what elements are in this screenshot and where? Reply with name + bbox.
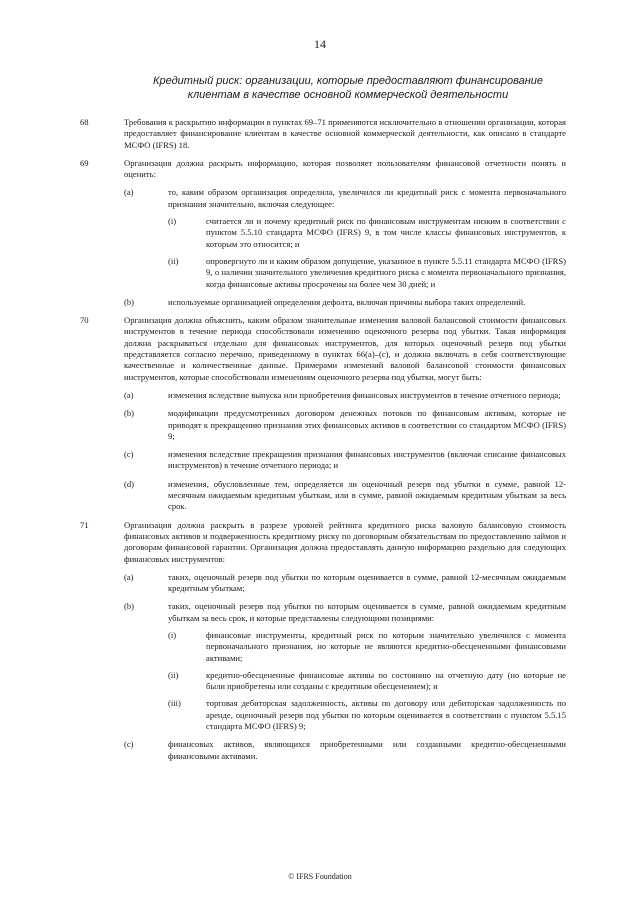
paragraph-text: Организация должна раскрыть информацию, которая позволяет пользователям финансовой отчетности понять и оценить: bbox=[124, 157, 566, 180]
list-item-label: (b) bbox=[124, 296, 135, 307]
sub-list-item-text: кредитно-обесцененные финансовые активы по состоянию на отчетную дату (но которые не были приобретены или созданы с кредитным обесценением); и bbox=[206, 669, 566, 692]
list-item-label: (a) bbox=[124, 389, 134, 400]
sub-list-item-label: (iii) bbox=[168, 698, 181, 709]
list-item-label: (a) bbox=[124, 571, 134, 582]
list-item bbox=[124, 739, 566, 762]
list-item bbox=[124, 479, 566, 513]
paragraph-number: 70 bbox=[80, 315, 89, 326]
paragraph-69 bbox=[80, 158, 566, 308]
paragraph-number: 69 bbox=[80, 157, 89, 168]
list-item-label: (c) bbox=[124, 449, 134, 460]
sub-list-item-label: (ii) bbox=[168, 255, 179, 266]
paragraph-number: 68 bbox=[80, 117, 89, 127]
list-item-text: модификации предусмотренных договором денежных потоков по финансовым активам, которые не приводят к прекращению признания этих финансовых активов в соответствии со стандартом МСФО (IFRS) 9; bbox=[168, 408, 566, 441]
list-item bbox=[124, 572, 566, 595]
sub-list-item bbox=[168, 630, 566, 664]
list-item-label: (c) bbox=[124, 739, 134, 750]
sub-list-item bbox=[168, 256, 566, 290]
sub-list-item-label: (i) bbox=[168, 629, 177, 640]
list-item-text: таких, оценочный резерв под убытки по которым оценивается в сумме, равной 12-месячным ожидаемым кредитным убыткам; bbox=[168, 571, 566, 594]
sub-list-item-label: (i) bbox=[168, 216, 177, 227]
list-item-label: (b) bbox=[124, 408, 135, 419]
list-item bbox=[124, 449, 566, 472]
list-item bbox=[124, 390, 566, 401]
list-item bbox=[124, 601, 566, 732]
list-item-label: (d) bbox=[124, 478, 135, 489]
sub-list-item-text: считается ли и почему кредитный риск по финансовым инструментам низким в соответствии с пунктом 5.5.10 стандарта МСФО (IFRS) 9, в том числе классы финансовых инструментов, к которым это относится; и bbox=[206, 216, 566, 249]
paragraph-71 bbox=[80, 520, 566, 762]
list-item-text: то, каким образом организация определила, увеличился ли кредитный риск с момента первоначального признания значительно, включая следующее: bbox=[168, 187, 566, 209]
list-item-text: таких, оценочный резерв под убытки по которым оценивается в сумме, равной ожидаемым кредитным убыткам за весь срок, и которые представлены следующими позициями: bbox=[168, 601, 566, 623]
paragraph-text: Требования к раскрытию информации в пунктах 69–71 применяются исключительно в отношении организации, которая предоставляет финансирование клиентам в качестве основной коммерческой деятельности, как описано в стандарте МСФО (IFRS) 18. bbox=[124, 117, 566, 150]
list-item-text: финансовых активов, являющихся приобретенными или созданными кредитно-обесцененными финансовыми активами. bbox=[168, 739, 566, 761]
list-item-text: изменения, обусловленные тем, определяется ли оценочный резерв под убытки в сумме, равной 12-месячным ожидаемым кредитным убыткам, или в сумме, равной ожидаемым кредитным убыткам за весь срок. bbox=[168, 478, 566, 512]
document-body bbox=[80, 117, 566, 769]
list-item-text: изменения вследствие выпуска или приобретения финансовых инструментов в течение отчетного периода; bbox=[168, 389, 561, 400]
paragraph-text: Организация должна объяснить, каким образом значительные изменения валовой балансовой стоимости финансовых инструментов в течение периода способствовали изменению оценочного резерва под убытки. Такая информация должна раскрываться отдельно для финансовых инструментов, для которых оценочный резерв под убытки представляется согласно перечню, приведенному в пунктах 66(a)–(c), и должна включать в себя соответствующие качественные и количественные данные. Примерами изменений валовой балансовой стоимости финансовых инструментов, которые способствовали изменениям оценочного резерва под убытки, могут быть: bbox=[124, 315, 566, 382]
paragraph-68 bbox=[80, 117, 566, 151]
list-item-text: используемые организацией определения дефолта, включая причины выбора таких определений. bbox=[168, 296, 526, 307]
list-item bbox=[124, 297, 566, 308]
sub-list-item-text: опровергнуто ли и каким образом допущение, указанное в пункте 5.5.11 стандарта МСФО (IFRS) 9, о наличии значительного увеличения кредитного риска с момента первоначального признания, когда финансовые активы просрочены на более чем 30 дней; и bbox=[206, 255, 566, 289]
page-number: 14 bbox=[314, 37, 326, 51]
sub-list-item bbox=[168, 216, 566, 250]
sub-list-item bbox=[168, 698, 566, 732]
section-heading: Кредитный риск: организации, которые предоставляют финансирование клиентам в качестве основной коммерческой деятельности bbox=[152, 75, 543, 101]
sub-list-item-text: финансовые инструменты, кредитный риск по которым значительно увеличился с момента первоначального признания, но которые не являются кредитно-обесцененными финансовыми активами; bbox=[206, 629, 566, 663]
sub-list-item bbox=[168, 670, 566, 693]
sub-list-item-label: (ii) bbox=[168, 669, 179, 680]
paragraph-number: 71 bbox=[80, 519, 89, 530]
list-item-label: (a) bbox=[124, 187, 134, 198]
footer-copyright: © IFRS Foundation bbox=[288, 872, 352, 881]
list-item bbox=[124, 408, 566, 442]
list-item bbox=[124, 187, 566, 289]
list-item-label: (b) bbox=[124, 601, 135, 612]
paragraph-text: Организация должна раскрыть в разрезе уровней рейтинга кредитного риска валовую балансовую стоимость финансовых активов и подверженность кредитному риску по договорным обязательствам по предоставлению займов и договорам финансовой гарантии. Организация должна предоставлять данную информацию раздельно для следующих финансовых инструментов: bbox=[124, 519, 566, 564]
sub-list-item-text: торговая дебиторская задолженность, активы по договору или дебиторская задолженность по аренде, оценочный резерв под убытки по которым оценивается в соответствии с пунктом 5.5.15 стандарта МСФО (IFRS) 9; bbox=[206, 698, 566, 732]
list-item-text: изменения вследствие прекращения признания финансовых инструментов (включая списание финансовых инструментов) в течение отчетного периода; и bbox=[168, 449, 566, 471]
paragraph-70 bbox=[80, 315, 566, 512]
